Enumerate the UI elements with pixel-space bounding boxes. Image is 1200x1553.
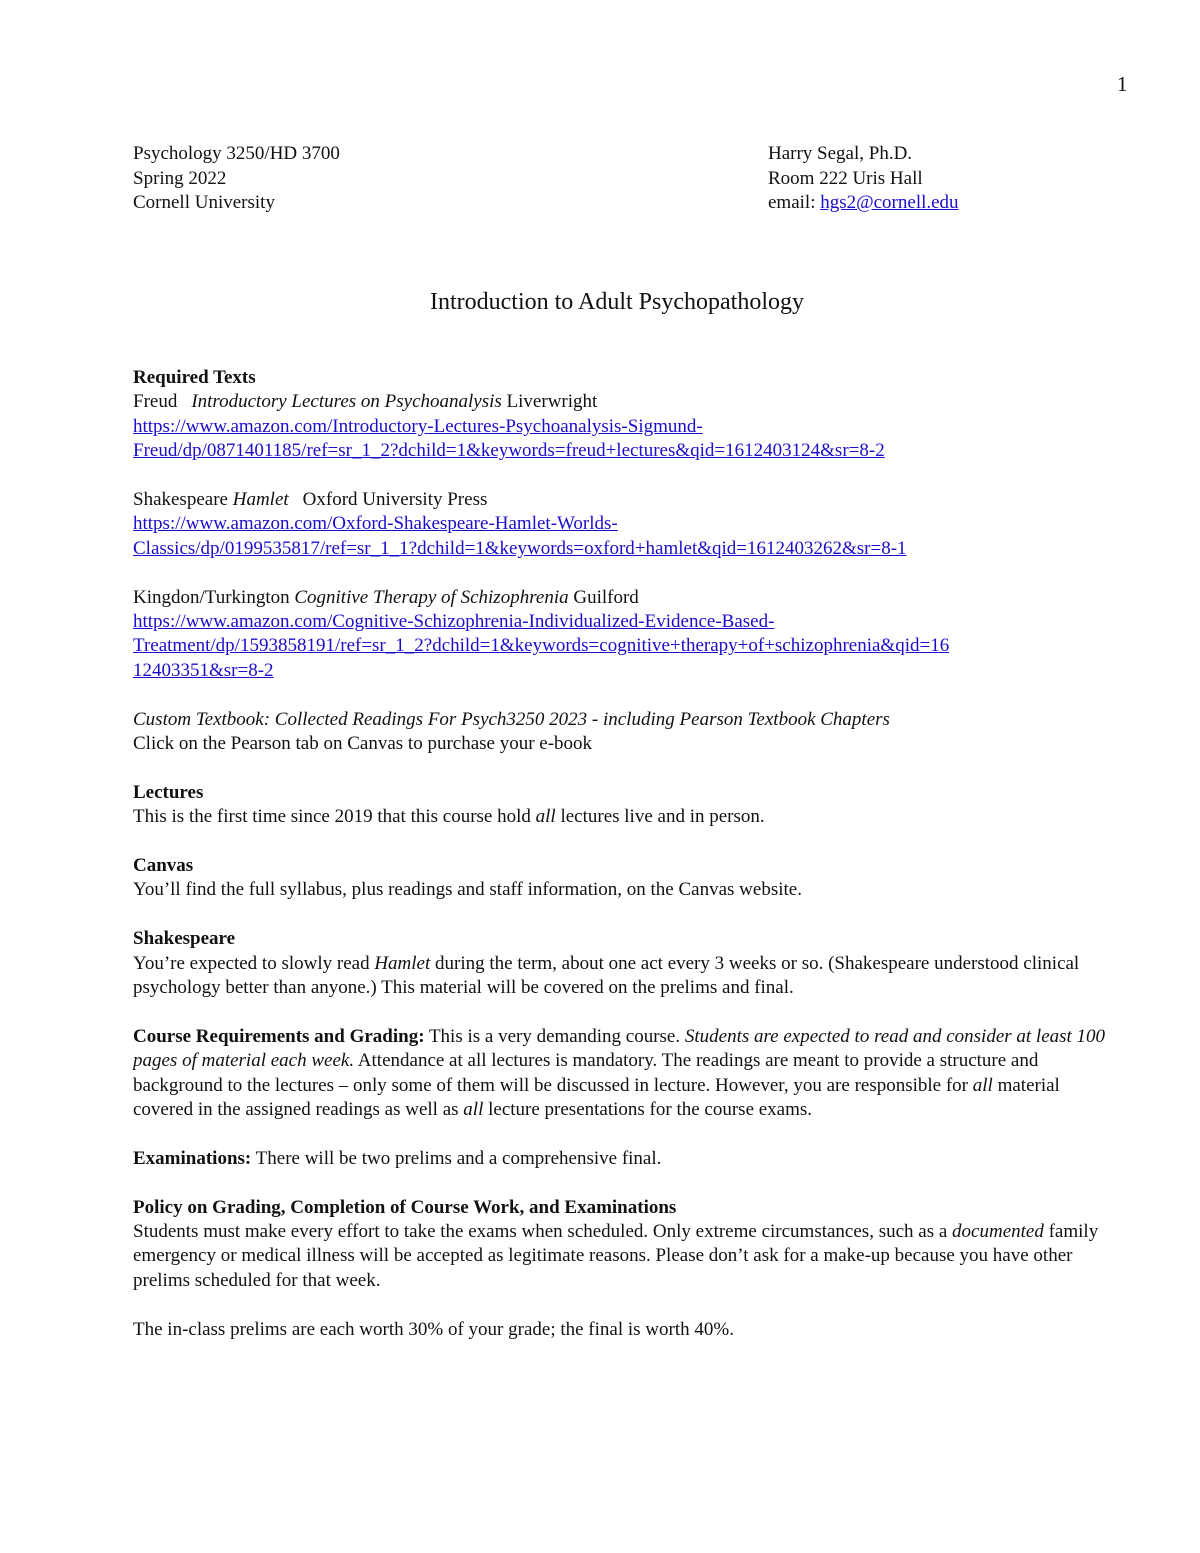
page-number: 1 — [1117, 72, 1128, 96]
book-link-line[interactable]: Classics/dp/0199535817/ref=sr_1_1?dchild=1&keywords=oxford+hamlet&qid=1612403262&sr=8-1 — [133, 537, 907, 559]
book-link-line[interactable]: https://www.amazon.com/Introductory-Lectures-Psychoanalysis-Sigmund- — [133, 415, 703, 437]
book-freud — [133, 390, 1108, 463]
custom-textbook — [133, 708, 1108, 757]
document-title: Introduction to Adult Psychopathology — [430, 289, 804, 315]
lectures-heading: Lectures — [133, 781, 204, 803]
custom-textbook-note: Click on the Pearson tab on Canvas to purchase your e-book — [133, 733, 593, 755]
book-author: Shakespeare — [133, 489, 228, 511]
book-link-line[interactable]: Treatment/dp/1593858191/ref=sr_1_2?dchild=1&keywords=cognitive+therapy+of+schizophrenia&qid=16 — [133, 635, 950, 657]
course-term: Spring 2022 — [133, 167, 227, 189]
canvas-text: You’ll find the full syllabus, plus readings and staff information, on the Canvas website. — [133, 879, 802, 901]
book-link-line[interactable]: 12403351&sr=8-2 — [133, 659, 274, 681]
course-requirements-paragraph: Course Requirements and Grading: This is a very demanding course. Students are expected to read and consider at least 100 pages of material each week. Attendance at all lectures is mandatory. The readings are meant to provide a structure and background to the lectures – only some of them will be discussed in lecture. However, you are responsible for all material covered in the assigned readings as well as all lecture presentations for the course exams. — [133, 1025, 1106, 1121]
book-author: Freud — [133, 391, 178, 413]
book-link-line[interactable]: Freud/dp/0871401185/ref=sr_1_2?dchild=1&keywords=freud+lectures&qid=1612403124&sr=8-2 — [133, 440, 885, 462]
course-university: Cornell University — [133, 192, 275, 213]
book-kingdon — [133, 586, 1108, 684]
instructor-room: Room 222 Uris Hall — [768, 167, 923, 189]
grading-weights: The in-class prelims are each worth 30% of your grade; the final is worth 40%. — [133, 1318, 734, 1340]
examinations-heading: Examinations: — [133, 1147, 252, 1169]
required-texts-heading: Required Texts — [133, 367, 256, 388]
book-publisher: Oxford University Press — [302, 489, 488, 511]
email-label: email: — [768, 192, 821, 213]
book-publisher: Guilford — [573, 586, 639, 608]
book-author: Kingdon/Turkington — [133, 586, 290, 608]
book-title: Cognitive Therapy of Schizophrenia — [294, 586, 569, 608]
instructor-email-line — [768, 191, 959, 216]
book-hamlet — [133, 488, 1108, 561]
book-title: Introductory Lectures on Psychoanalysis — [191, 391, 502, 413]
course-requirements-heading: Course Requirements and Grading: — [133, 1025, 425, 1047]
book-link-line[interactable]: https://www.amazon.com/Cognitive-Schizophrenia-Individualized-Evidence-Based- — [133, 611, 775, 633]
course-number: Psychology 3250/HD 3700 — [133, 143, 340, 164]
book-title: Hamlet — [232, 489, 289, 511]
canvas-heading: Canvas — [133, 855, 194, 877]
custom-textbook-title: Custom Textbook: Collected Readings For Psych3250 2023 - including Pearson Textbook Chapters — [133, 708, 890, 730]
policy-text: Students must make every effort to take the exams when scheduled. Only extreme circumstances, such as a documented family emergency or medical illness will be accepted as legitimate reasons. Please don’t ask for a make-up because you have other prelims scheduled for that week. — [133, 1221, 1099, 1291]
course-info — [133, 142, 340, 216]
examinations-paragraph: Examinations: There will be two prelims and a comprehensive final. — [133, 1147, 662, 1169]
lectures-text: This is the first time since 2019 that this course hold all lectures live and in person. — [133, 806, 765, 828]
book-link-line[interactable]: https://www.amazon.com/Oxford-Shakespeare-Hamlet-Worlds- — [133, 513, 618, 535]
instructor-info — [768, 142, 959, 216]
shakespeare-heading: Shakespeare — [133, 928, 236, 950]
email-link[interactable]: hgs2@cornell.edu — [820, 192, 959, 213]
policy-heading: Policy on Grading, Completion of Course Work, and Examinations — [133, 1196, 677, 1218]
shakespeare-text: You’re expected to slowly read Hamlet during the term, about one act every 3 weeks or so. (Shakespeare understood clinical psychology better than anyone.) This material will be covered on the prelims and final. — [133, 952, 1080, 999]
book-publisher: Liverwright — [506, 391, 598, 413]
syllabus-body — [133, 366, 1108, 1366]
instructor-name: Harry Segal, Ph.D. — [768, 143, 913, 164]
